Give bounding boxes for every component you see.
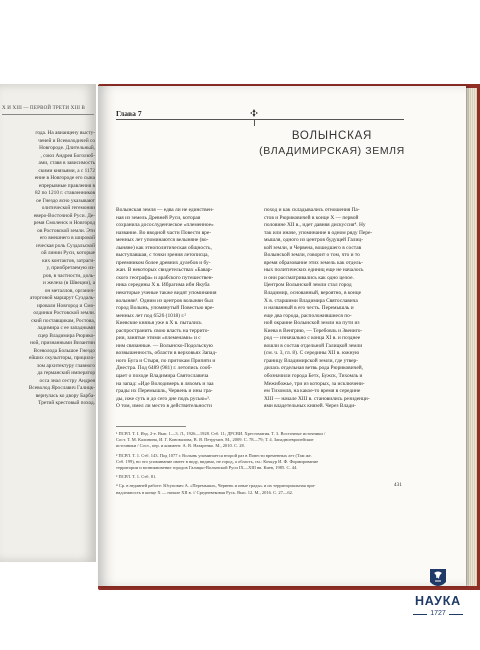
left-text-line: ическая роль Суздальской bbox=[36, 242, 95, 249]
body-text-line: так или иначе, упоминание в одном ряду Пере- bbox=[264, 229, 373, 236]
chapter-title-line-1: ВОЛЫНСКАЯ bbox=[291, 130, 373, 142]
left-running-head: Х И ХIII — ПЕРВОЙ ТРЕТИ XIII В bbox=[2, 106, 86, 111]
body-text-line: жан. В некоторых свидетельствах «Бавар- bbox=[116, 267, 213, 274]
chapter-title bbox=[258, 129, 406, 158]
body-text-line: название. Во вводной части Повести вре- bbox=[116, 229, 212, 236]
left-text-line: ладимира с ее западными bbox=[37, 325, 95, 331]
body-column-left bbox=[116, 207, 254, 411]
body-text-line: грады их Перемышль, Червень и ины гра- bbox=[116, 388, 213, 395]
left-text-line: , союз Андрея Боголюб- bbox=[40, 152, 95, 159]
body-text-line: ной окраине Волынской земли на пути из bbox=[264, 320, 360, 327]
publisher-logo bbox=[405, 568, 471, 632]
body-text-line: Владимир, основанный, вероятно, в конце bbox=[264, 290, 362, 297]
body-text-line: выступавшая, с точки зрения летописца, bbox=[116, 252, 209, 259]
body-text-line: дилась отдельная ветвь рода Рюриковичей, bbox=[264, 365, 363, 372]
left-text-line: ение в Новгороде его сына bbox=[34, 175, 95, 181]
left-text-line: Новгороде. Длительный, bbox=[39, 145, 95, 151]
body-text-line: границу Владимирской земли, где утвер- bbox=[264, 357, 359, 364]
body-text-line: (см. ч. 3, гл. 8). С середины XII в. южную bbox=[264, 350, 360, 357]
body-text-line: рии, занятые этими «племенами» и с bbox=[116, 335, 201, 342]
body-text-line: Волынской земли, говорит о том, что и то bbox=[264, 252, 360, 259]
body-text-line: на запад: «Иде Володимеръ в ляхомъ и заа bbox=[116, 380, 214, 387]
body-text-line: преемником более древних дулебов и бу- bbox=[116, 259, 211, 266]
left-text-line: Всеволод Ярославич Галицк- bbox=[28, 385, 95, 391]
body-text-line: еще два города, расположившиеся по- bbox=[264, 312, 352, 319]
chapter-title-line-2: (ВЛАДИМИРСКАЯ) ЗЕМЛЯ bbox=[259, 145, 405, 157]
body-text-line: лыняне) как этнополитическая общность, bbox=[116, 244, 212, 251]
body-text-line: время образование этих земель как отдель- bbox=[264, 259, 363, 266]
body-text-line: волынян¹. Одним из центров волынян был bbox=[116, 297, 214, 304]
left-text-line: ейших скульпторы, прицило- bbox=[28, 355, 95, 361]
body-text-line: менных лет упоминаются велыняне (во- bbox=[116, 237, 209, 244]
left-text-line: ной, признанными Византии bbox=[30, 340, 95, 346]
body-text-line: ная из земель Древней Руси, которая bbox=[116, 214, 201, 221]
left-text-line: ами, ставя в зависимость bbox=[38, 160, 95, 166]
body-text-line: поход и как складывались отношения Па- bbox=[264, 207, 360, 213]
left-text-line: олитической гегемонии bbox=[41, 205, 95, 211]
left-text-line: его внешнего в широкой bbox=[39, 235, 95, 241]
body-column-right bbox=[264, 207, 402, 411]
body-text-line: род — изначально с конца XI в. и позднее bbox=[264, 335, 361, 342]
left-text-line: и железа (в Швеции), а bbox=[43, 280, 95, 286]
body-text-line: ных политических единиц еще не началось bbox=[264, 267, 364, 274]
footnote-rule bbox=[116, 426, 186, 427]
body-text-line: Центром Волынской земли стал город bbox=[264, 282, 352, 289]
logo-year-rule-right bbox=[449, 614, 463, 615]
body-text-line: Днестра. Под 6489 (981) г. летопись сооб- bbox=[116, 365, 213, 372]
body-text-line: распространить свою власть на террито- bbox=[116, 327, 210, 334]
left-text-line: вернулась ко двору Барба- bbox=[35, 392, 95, 399]
left-text-line: года. На авиаицену высту- bbox=[35, 130, 95, 136]
body-text-line: щает о походе Владимира Святославича bbox=[116, 373, 209, 380]
ornament-icon bbox=[249, 109, 259, 117]
footnotes bbox=[116, 431, 406, 496]
body-text-line: Волынская земля — едва ли не единствен- bbox=[116, 207, 214, 213]
right-page bbox=[98, 86, 466, 586]
left-text-line: зом архитектуру главного bbox=[37, 362, 95, 369]
left-text-line: ировали Новгород и Смо- bbox=[36, 302, 95, 309]
left-text-line: скими князьями, а с 1172 bbox=[38, 167, 95, 174]
left-text-line: да германский император bbox=[37, 370, 95, 376]
body-text-line: город Волынь, упомянутый Повестью вре- bbox=[116, 305, 215, 312]
body-text-line: ника середины X в. Ибрагима ибн Якуба bbox=[116, 282, 210, 289]
publisher-year: 1727 bbox=[430, 610, 446, 617]
body-text-line: кой земли, и Червена, вошедшего в состав bbox=[264, 244, 362, 251]
footnote-line: источники / Сост., пер. и коммент. А. В. Назаренко. М., 2010. С. 28. bbox=[116, 443, 245, 449]
body-text-line: некоторые ученые также видят упоминания bbox=[116, 290, 217, 297]
footnote-line: Сост. Т. М. Калинина, И. Г. Коновалова, В. Я. Петрухин. М., 2009. С. 78—79; Т. 4. Западноевропейские bbox=[116, 437, 314, 443]
left-text-line: аторговой маршрут Суздаль- bbox=[30, 295, 95, 301]
footnote-line: ² ПСРЛ. Т. 1. Стб. 143. Под 1077 г. Волынь упоминается второй раз в Повести временных лет (Там же. bbox=[116, 452, 312, 458]
body-text-line: Киева в Венгрию, — Теребовль и Звениго- bbox=[264, 327, 363, 334]
left-text-line: Третий крестовый поход. bbox=[38, 400, 95, 406]
body-text-line: XIII — начале XIII в. становились резиденци- bbox=[264, 395, 370, 402]
left-page-text bbox=[2, 130, 95, 408]
body-text-line: ем Тихомля, на какое-то время в середине bbox=[264, 388, 361, 395]
body-text-line: вошли в состав отдельной Галицкой земли bbox=[264, 342, 363, 349]
body-text-line: X в. старшими Владимира Святославича bbox=[264, 297, 358, 304]
body-text-line: сохранила досослуденческое «племенное» bbox=[116, 222, 214, 229]
left-text-line: сцер Владимира Рюрико- bbox=[37, 332, 95, 339]
body-text-line: стов и Рюриковичей в конце X — первой bbox=[264, 214, 359, 221]
body-text-line: Межибожье, три из которых, за исключени- bbox=[264, 380, 365, 387]
footnote-line: ⁴ Ср. в недавней работе: Юсупович А. «Перемышль, Червень и иные грады» и их территориальная при- bbox=[116, 483, 316, 489]
left-text-line: олдинки Ростовской земли. bbox=[33, 310, 95, 316]
body-text-line: и они рассматривались как одно целое. bbox=[264, 274, 354, 281]
body-text-line: Киевские князья уже в X в. пытались bbox=[116, 320, 202, 327]
left-text-line: ких контактов, затраги- bbox=[42, 257, 95, 264]
left-text-line: ров, в частности, доль- bbox=[43, 272, 95, 279]
body-text-line: и названный в его честь. Перемышль и bbox=[264, 305, 354, 312]
body-text-line: обозначили города Бетх, Бужск, Тихомль и bbox=[264, 373, 363, 380]
left-text-line: ов Ростовской земли. Эти bbox=[37, 227, 95, 234]
body-text-line: мышля, одного из центров будущей Галиц- bbox=[264, 237, 364, 244]
header-rule-tick bbox=[254, 119, 255, 126]
footnote-line: ³ ПСРЛ. Т. 1. Стб. 81. bbox=[116, 474, 157, 480]
header-rule bbox=[116, 119, 404, 120]
page-number: 431 bbox=[393, 482, 402, 488]
body-text-line: ды, иже суть и до сего дне подъ русью»³. bbox=[116, 395, 211, 402]
body-text-line: ним связанные. — Волынско-Подольскую bbox=[116, 342, 213, 349]
left-page bbox=[0, 84, 96, 562]
body-text-line: менных лет под 6526 (1018) г.² bbox=[116, 312, 186, 319]
left-text-line: ремя Смоленск и Новгород bbox=[33, 220, 95, 226]
body-text-line: половине XII в., идет давняя дискуссия⁴. Ну bbox=[264, 222, 366, 229]
body-text-line: ского географа» и арабского путешествен- bbox=[116, 274, 214, 281]
left-text-line: ой линии Руси, которые bbox=[41, 250, 95, 256]
left-header-rule bbox=[2, 114, 94, 115]
left-text-line: ский поставщикам, Ростова, bbox=[31, 317, 95, 324]
body-text-line: ями владетельных князей. Через Влади- bbox=[264, 403, 356, 410]
footnote-line: территории и возникновение городов Галицко-Волынской Руси IX—XIII вв. Киев, 1985. С. 44. bbox=[116, 465, 298, 471]
left-text-line: ое Гнездо ясно указывают bbox=[36, 197, 95, 204]
footnote-line: надлежность в конце X — начале XII в. // Средневековая Русь. Вып. 12. М., 2016. С. 27—62. bbox=[116, 489, 294, 495]
chapter-label: Глава 7 bbox=[116, 109, 142, 118]
left-text-line: еверо-Восточной Руси. Де- bbox=[33, 212, 95, 219]
body-text-line: О том, имел ли место в действительности bbox=[116, 403, 212, 410]
body-text-line: возвышенность, области в верховьях Запад- bbox=[116, 350, 217, 357]
publisher-name: НАУКА bbox=[414, 594, 461, 608]
left-text-line: Всеволода Большое Гнездо bbox=[33, 347, 95, 354]
left-text-line: епрерывные правления в bbox=[38, 182, 95, 189]
left-text-line: осса знал сестру Андрея bbox=[39, 377, 95, 384]
publisher-emblem-icon bbox=[429, 568, 447, 590]
left-text-line: он металлов, органич- bbox=[44, 287, 95, 294]
footnote-line: ¹ ПСРЛ. Т. I. Изд. 2-е. Вып. 1—3. Л., 1926—1928. Стб. 11; ДРСВИ. Хрестоматия. Т. 3. Восточные источники / bbox=[116, 431, 326, 436]
footnote-line: Стб. 199), но это упоминание имеет в виду, видимо, не город, а область, см.: Кочкур И. Ф. Формирование bbox=[116, 458, 319, 464]
left-text-line: 82 по 1210 г. ставленников bbox=[34, 190, 95, 196]
body-text-line: ного Буга и Стыря, по притокам Припяти и bbox=[116, 357, 216, 364]
left-text-line: ченей и Всеволодичей со bbox=[38, 137, 95, 144]
left-text-line: у, приобретаемую из- bbox=[46, 265, 95, 271]
